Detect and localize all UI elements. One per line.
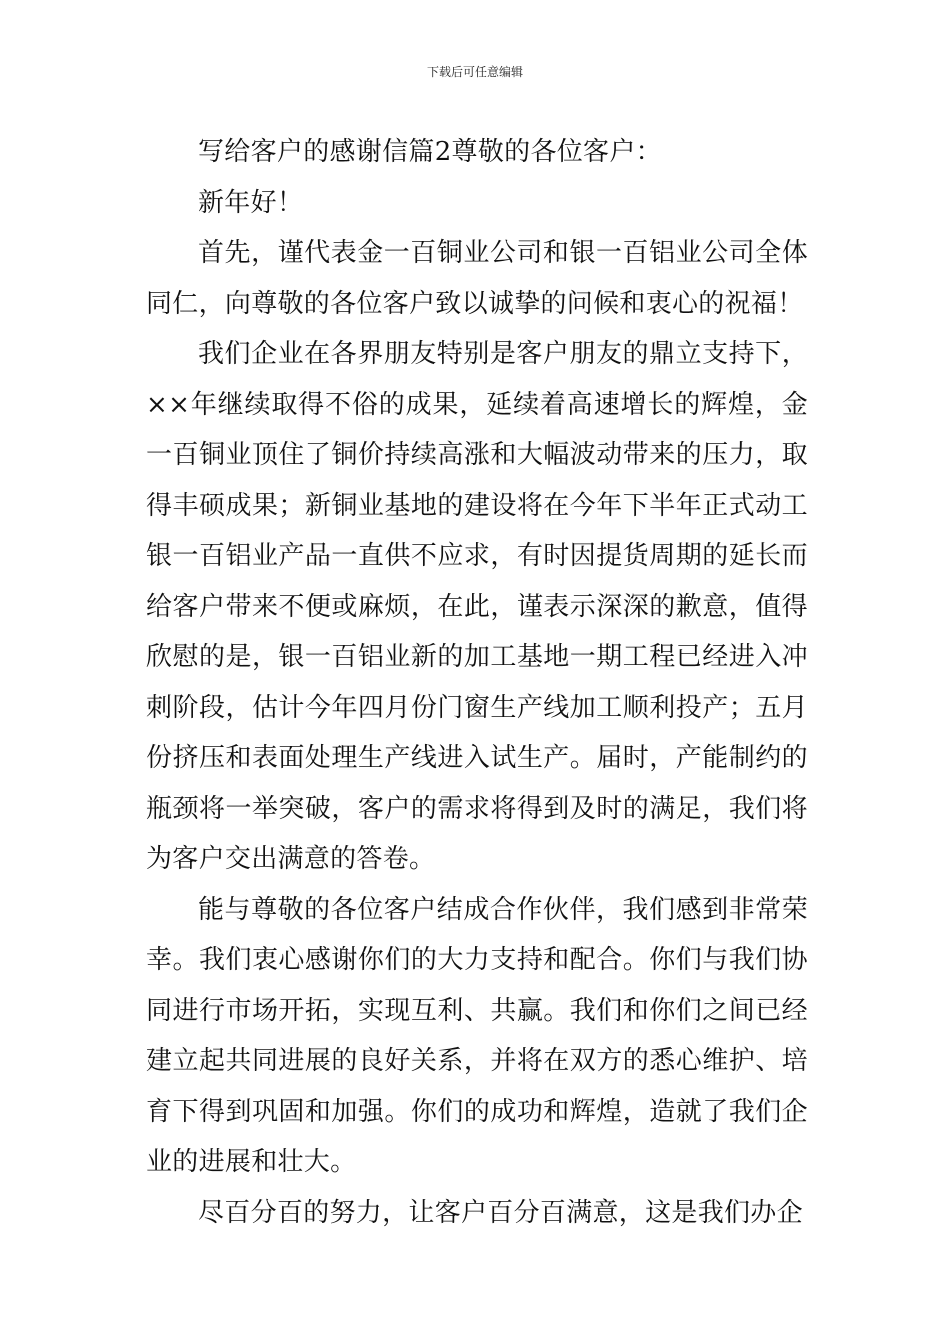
paragraph-achievements: 我们企业在各界朋友特别是客户朋友的鼎立支持下，××年继续取得不俗的成果，延续着高速增长的辉煌，金一百铜业顶住了铜价持续高涨和大幅波动带来的压力，取得丰硕成果；新铜业基地的建设将在今年下半年正式动工银一百铝业产品一直供不应求，有时因提货周期的延长而给客户带来不便或麻烦，在此，谨表示深深的歉意，值得欣慰的是，银一百铝业新的加工基地一期工程已经进入冲刺阶段，估计今年四月份门窗生产线加工顺利投产；五月份挤压和表面处理生产线进入试生产。届时，产能制约的瓶颈将一举突破，客户的需求将得到及时的满足，我们将为客户交出满意的答卷。 [146, 339, 808, 874]
paragraph-opening: 首先，谨代表金一百铜业公司和银一百铝业公司全体同仁，向尊敬的各位客户致以诚挚的问候和衷心的祝福！ [146, 238, 808, 319]
paragraph-partnership: 能与尊敬的各位客户结成合作伙伴，我们感到非常荣幸。我们衷心感谢你们的大力支持和配合。你们与我们协同进行市场开拓，实现互利、共赢。我们和你们之间已经建立起共同进展的良好关系，并将在双方的悉心维护、培育下得到巩固和加强。你们的成功和辉煌，造就了我们企业的进展和壮大。 [146, 894, 808, 1177]
letter-body [146, 127, 808, 1238]
page-header-note: 下载后可任意编辑 [426, 65, 523, 79]
paragraph-commitment: 尽百分百的努力，让客户百分百满意，这是我们办企 [198, 1197, 803, 1228]
greeting-line: 新年好！ [198, 187, 304, 218]
letter-title-line: 写给客户的感谢信篇2尊敬的各位客户： [198, 137, 662, 167]
